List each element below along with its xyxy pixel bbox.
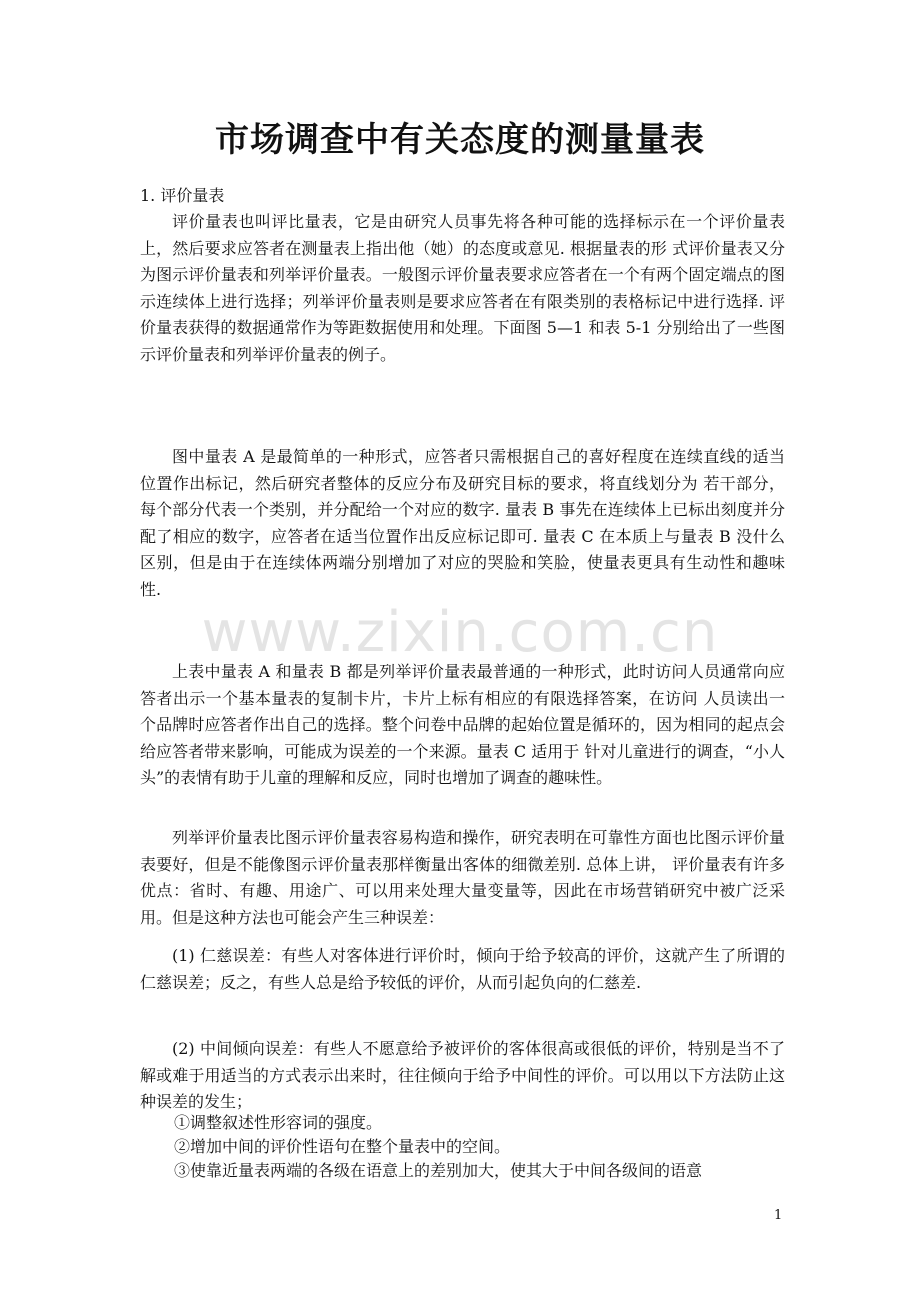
paragraph-advantages: 列举评价量表比图示评价量表容易构造和操作，研究表明在可靠性方面也比图示评价量表要好，但是不能像图示评价量表那样衡量出客体的细微差别. 总体上讲， 评价量表有许多优点：省时、有趣、用途广、可以用来处理大量变量等，因此在市场营销研究中被广泛采用。但是这种方法也可能会产生三种误差： bbox=[140, 828, 785, 927]
list-item: ②增加中间的评价性语句在整个量表中的空间。 bbox=[174, 1137, 511, 1156]
paragraph-intro: 评价量表也叫评比量表，它是由研究人员事先将各种可能的选择标示在一个评价量表上，然后要求应答者在测量表上指出他（她）的态度或意见. 根据量表的形 式评价量表又分为图示评价量表和列举评价量表。一般图示评价量表要求应答者在一个有两个固定端点的图示连续体上进行选择；列举评价量表则是要求应答者在有限类别的表格标记中进行选择. 评价量表获得的数据通常作为等距数据使用和处理。下面图 5—1 和表 5-1 分别给出了一些图示评价量表和列举评价量表的例子。 bbox=[140, 212, 785, 364]
document-title: 市场调查中有关态度的测量量表 bbox=[215, 120, 705, 160]
paragraph-leniency-error: (1) 仁慈误差：有些人对客体进行评价时，倾向于给予较高的评价，这就产生了所谓的仁慈误差；反之，有些人总是给予较低的评价，从而引起负向的仁慈差. bbox=[140, 946, 785, 992]
page-number: 1 bbox=[774, 1208, 783, 1223]
paragraph-central-tendency-error: (2) 中间倾向误差：有些人不愿意给予被评价的客体很高或很低的评价，特别是当不了解或难于用适当的方式表示出来时，往往倾向于给予中间性的评价。可以用以下方法防止这种误差的发生； bbox=[140, 1039, 785, 1111]
section-heading: 1. 评价量表 bbox=[140, 186, 225, 205]
list-item: ①调整叙述性形容词的强度。 bbox=[174, 1113, 383, 1132]
paragraph-itemized-scale: 上表中量表 A 和量表 B 都是列举评价量表最普通的一种形式，此时访问人员通常向应答者出示一个基本量表的复制卡片，卡片上标有相应的有限选择答案，在访问 人员读出一个品牌时应答者作出自己的选择。整个问卷中品牌的起始位置是循环的，因为相同的起点会给应答者带来影响，可能成为误差的一个来源。量表 C 适用于 针对儿童进行的调查，“小人头”的表情有助于儿童的理解和反应，同时也增加了调查的趣味性。 bbox=[140, 662, 785, 787]
watermark: www.zixin.com.cn bbox=[201, 600, 719, 665]
list-item: ③使靠近量表两端的各级在语意上的差别加大，使其大于中间各级间的语意 bbox=[174, 1161, 703, 1180]
paragraph-graphic-scale: 图中量表 A 是最简单的一种形式，应答者只需根据自己的喜好程度在连续直线的适当位置作出标记，然后研究者整体的反应分布及研究目标的要求，将直线划分为 若干部分，每个部分代表一个类别，并分配给一个对应的数字. 量表 B 事先在连续体上已标出刻度并分配了相应的数字，应答者在适当位置作出反应标记即可. 量表 C 在本质上与量表 B 没什么区别，但是由于在连续体两端分别增加了对应的哭脸和笑脸，使量表更具有生动性和趣味性. bbox=[140, 447, 785, 599]
